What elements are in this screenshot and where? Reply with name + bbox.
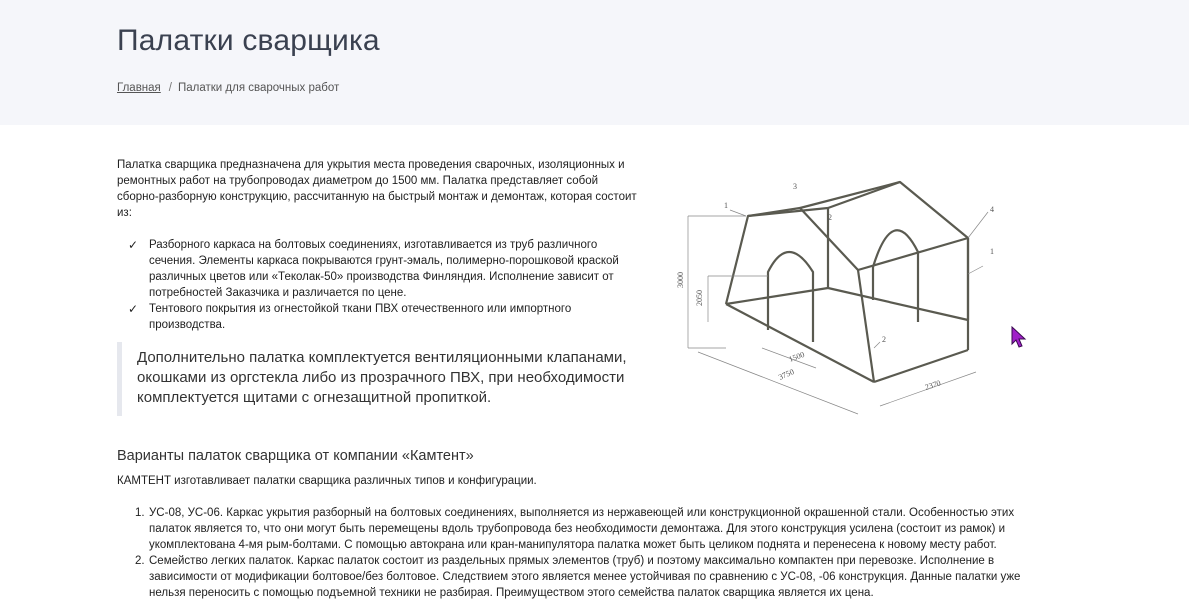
page-title: Палатки сварщика	[117, 24, 380, 57]
page-header	[0, 0, 1189, 125]
component-list	[128, 237, 633, 333]
checkmark-icon: ✓	[128, 238, 139, 252]
list-item-text: Разборного каркаса на болтовых соединениях, изготавливается из труб различного сечения. Элементы каркаса покрываются грунт-эмаль, полимерно-порошковой краской различных цветов или «Теколак-50» производства Финляндия. Исполнение зависит от потребностей Заказчика и различается по цене.	[149, 239, 619, 299]
breadcrumb-separator: /	[168, 82, 172, 94]
list-item-text: Тентового покрытия из огнестойкой ткани ПВХ отечественного или импортного производства.	[149, 303, 572, 331]
dimension-label: 2050	[695, 290, 704, 306]
dimension-label: 3750	[777, 367, 796, 382]
dimension-label: 1500	[787, 349, 806, 364]
part-label: 2	[828, 213, 832, 222]
list-item-text: Семейство легких палаток. Каркас палаток состоит из раздельных прямых элементов (труб) и поэтому максимально компактен при перевозке. Исполнение в зависимости от модификации болтовое/без болтовое. Следствием этого является менее устойчивая по сравнению с УС-08, -06 конструкция. Данные палатки уже нельзя переносить с помощью подъемной техники не разбирая. Преимуществом этого семейства палаток сварщика является их цена.	[149, 555, 1021, 599]
highlight-quote	[117, 342, 637, 416]
part-label: 2	[882, 335, 886, 344]
variants-lead: КАМТЕНТ изготавливает палатки сварщика различных типов и конфигурации.	[117, 475, 537, 487]
list-item-number: 1.	[135, 507, 145, 519]
list-item-number: 2.	[135, 555, 145, 567]
quote-text: Дополнительно палатка комплектуется вентиляционными клапанами, окошками из оргстекла либо из прозрачного ПВХ, при необходимости комплектуется щитами с огнезащитной пропиткой.	[137, 349, 627, 406]
tent-frame-drawing	[668, 172, 1013, 422]
variants-heading: Варианты палаток сварщика от компании «Камтент»	[117, 448, 474, 464]
variants-list	[135, 505, 1039, 601]
breadcrumb-home-link[interactable]: Главная	[117, 82, 161, 94]
part-label: 4	[990, 205, 994, 214]
part-label: 3	[793, 182, 797, 191]
list-item	[135, 553, 1039, 601]
breadcrumb	[117, 82, 339, 94]
list-item	[128, 301, 633, 333]
dimension-label: 3000	[676, 272, 685, 288]
list-item	[135, 505, 1039, 553]
intro-paragraph: Палатка сварщика предназначена для укрытия места проведения сварочных, изоляционных и ремонтных работ на трубопроводах диаметром до 1500 мм. Палатка представляет собой сборно-разборную конструкцию, рассчитанную на быстрый монтаж и демонтаж, которая состоит из:	[117, 159, 637, 219]
dimension-label: 2370	[923, 378, 942, 392]
part-label: 1	[990, 247, 994, 256]
breadcrumb-current: Палатки для сварочных работ	[177, 82, 340, 94]
mouse-cursor-icon	[1011, 326, 1027, 348]
list-item-text: УС-08, УС-06. Каркас укрытия разборный на болтовых соединениях, выполняется из нержавеющей или конструкционной окрашенной стали. Особенностью этих палаток является то, что они могут быть перемещены вдоль трубопровода без необходимости демонтажа. Для этого конструкция усилена (состоит из рамок) и укомплектована 4-мя рым-болтами. С помощью автокрана или кран-манипулятора палатка может быть целиком поднята и перенесена к новому месту работ.	[149, 507, 1015, 551]
list-item	[128, 237, 633, 301]
checkmark-icon: ✓	[128, 302, 139, 316]
part-label: 1	[724, 201, 728, 210]
